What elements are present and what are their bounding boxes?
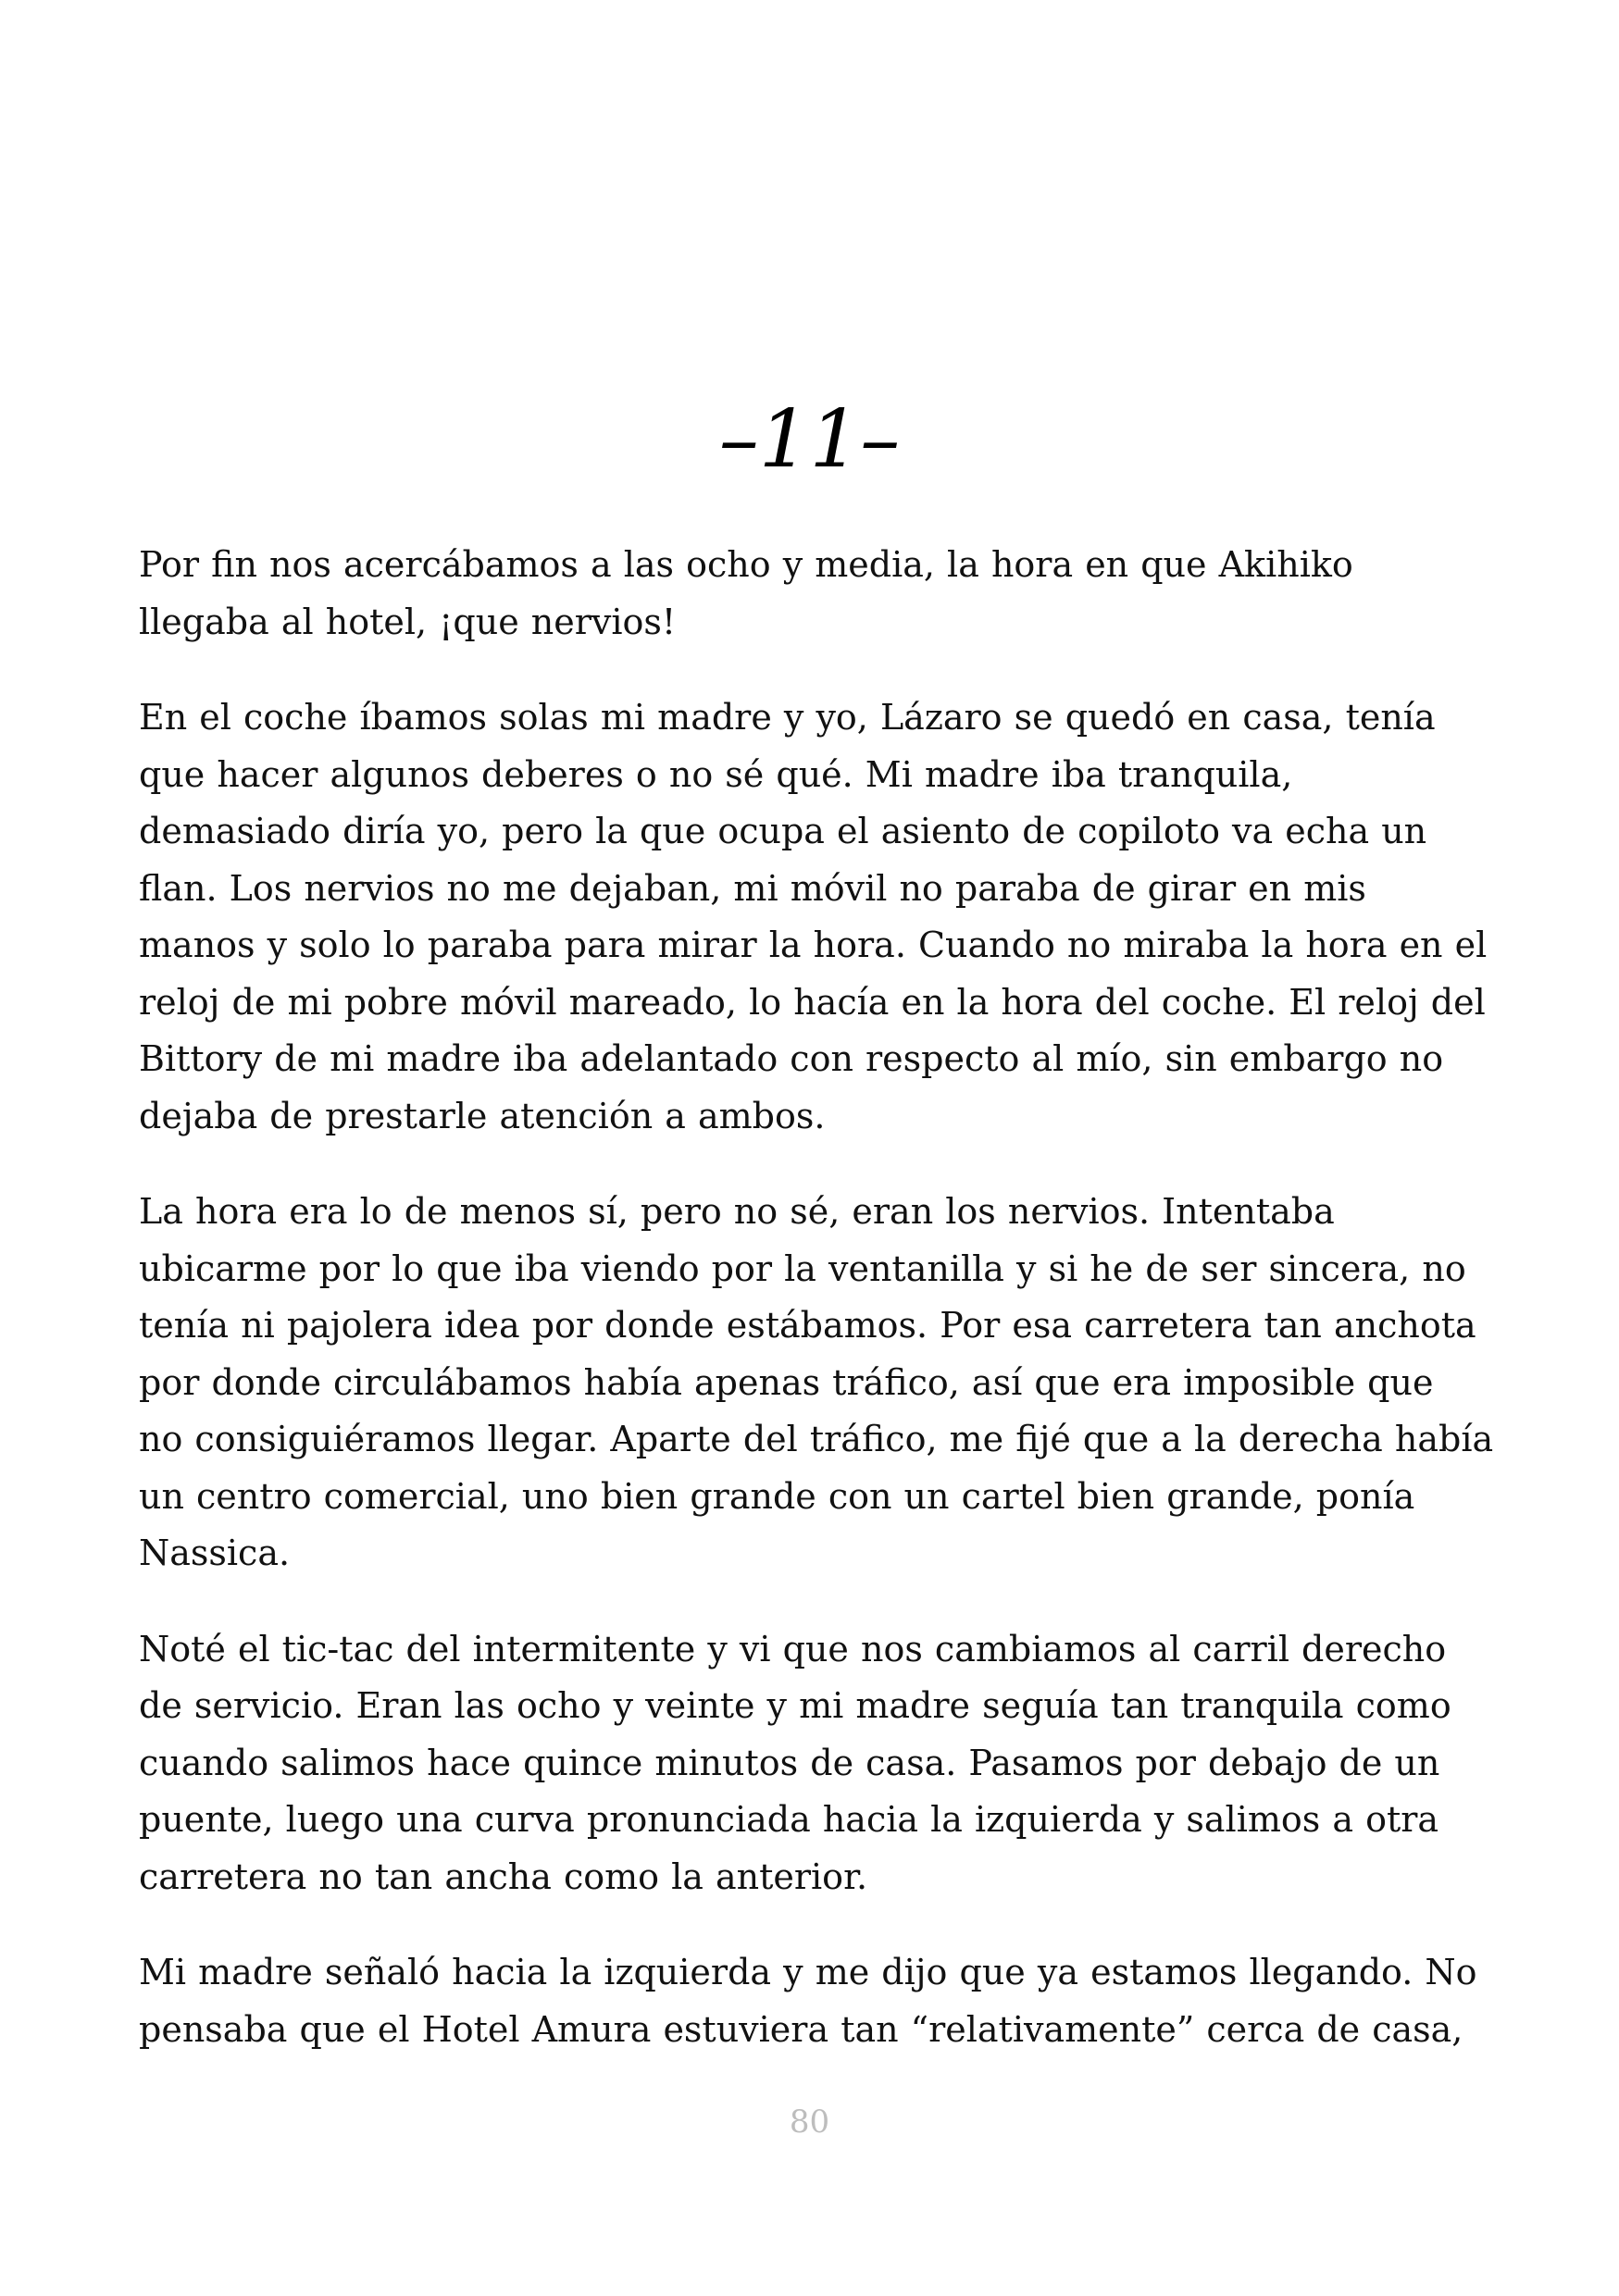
text-line: Nassica. (139, 1533, 291, 1573)
text-line: puente, luego una curva pronunciada hacia la izquierda y salimos a otra (139, 1799, 1439, 1840)
text-line: de servicio. Eran las ocho y veinte y mi madre seguía tan tranquila como (139, 1685, 1451, 1726)
text-line: Bittory de mi madre iba adelantado con respecto al mío, sin embargo no (139, 1038, 1444, 1079)
text-line: Noté el tic-tac del intermitente y vi que nos cambiamos al carril derecho (139, 1628, 1447, 1669)
text-line: demasiado diría yo, pero la que ocupa el asiento de copiloto va echa un (139, 811, 1427, 851)
text-line: flan. Los nervios no me dejaban, mi móvil no paraba de girar en mis (139, 867, 1366, 909)
page-number: 80 (789, 2104, 830, 2141)
text-line: tenía ni pajolera idea por donde estábamos. Por esa carretera tan anchota (139, 1305, 1476, 1346)
text-line: dejaba de prestarle atención a ambos. (139, 1095, 826, 1136)
text-line: reloj de mi pobre móvil mareado, lo hacía en la hora del coche. El reloj del (139, 981, 1486, 1023)
text-line: pensaba que el Hotel Amura estuviera tan “relativamente” cerca de casa, (139, 2008, 1463, 2050)
text-line: ubicarme por lo que iba viendo por la ventanilla y si he de ser sincera, no (139, 1247, 1466, 1289)
chapter-title: –11– (718, 393, 901, 486)
text-line: por donde circulábamos había apenas tráfico, así que era imposible que (139, 1361, 1434, 1403)
body-text (139, 537, 1494, 2097)
paragraph (139, 1184, 1494, 1582)
paragraph (139, 1944, 1490, 2058)
text-line: Mi madre señaló hacia la izquierda y me dijo que ya estamos llegando. No (139, 1952, 1477, 1992)
paragraph (139, 1621, 1490, 1906)
text-line: cuando salimos hace quince minutos de casa. Pasamos por debajo de un (139, 1742, 1440, 1783)
text-line: carretera no tan ancha como la anterior. (139, 1855, 868, 1897)
text-line: no consiguiéramos llegar. Aparte del tráfico, me fijé que a la derecha había (139, 1419, 1494, 1459)
text-line: llegaba al hotel, ¡que nervios! (139, 601, 677, 642)
text-line: manos y solo lo paraba para mirar la hora. Cuando no miraba la hora en el (139, 925, 1488, 965)
text-line: La hora era lo de menos sí, pero no sé, eran los nervios. Intentaba (139, 1191, 1335, 1232)
paragraph (139, 689, 1490, 1145)
text-line: que hacer algunos deberes o no sé qué. Mi madre iba tranquila, (139, 753, 1293, 795)
text-line: Por fin nos acercábamos a las ocho y media, la hora en que Akihiko (139, 544, 1353, 585)
text-line: un centro comercial, uno bien grande con un cartel bien grande, ponía (139, 1475, 1415, 1517)
text-line: En el coche íbamos solas mi madre y yo, Lázaro se quedó en casa, tenía (139, 697, 1436, 738)
paragraph (139, 537, 1490, 651)
